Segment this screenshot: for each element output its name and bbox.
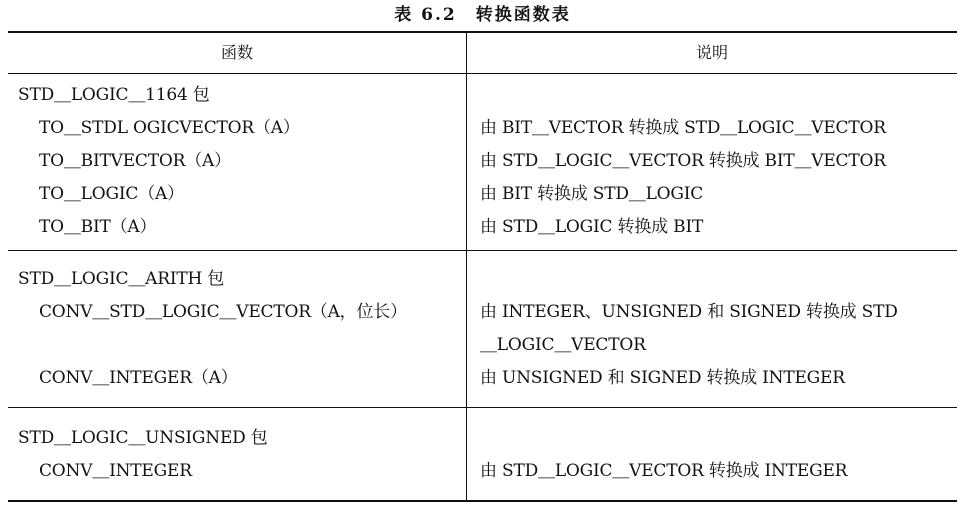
description-cell: 由 STD＿LOGIC＿VECTOR 转换成 BIT＿VECTOR bbox=[480, 151, 886, 171]
header-rule bbox=[8, 73, 957, 74]
description-cell-continuation: ＿LOGIC＿VECTOR bbox=[480, 335, 646, 355]
package-name: STD＿LOGIC＿UNSIGNED 包 bbox=[18, 428, 268, 448]
column-header-function: 函数 bbox=[220, 43, 253, 62]
package-name: STD＿LOGIC＿ARITH 包 bbox=[18, 269, 225, 289]
function-cell: CONV＿STD＿LOGIC＿VECTOR（A，位长） bbox=[39, 302, 407, 322]
table-title: 表 6.2 转换函数表 bbox=[394, 5, 571, 25]
package-name: STD＿LOGIC＿1164 包 bbox=[18, 85, 210, 105]
description-cell: 由 STD＿LOGIC 转换成 BIT bbox=[480, 217, 704, 237]
function-cell: CONV＿INTEGER bbox=[39, 461, 192, 481]
description-cell: 由 STD＿LOGIC＿VECTOR 转换成 INTEGER bbox=[480, 461, 848, 481]
description-cell: 由 UNSIGNED 和 SIGNED 转换成 INTEGER bbox=[480, 368, 845, 388]
function-cell: TO＿BIT（A） bbox=[39, 217, 157, 237]
description-cell: 由 BIT 转换成 STD＿LOGIC bbox=[480, 184, 704, 204]
function-cell: TO＿STDL OGICVECTOR（A） bbox=[39, 118, 300, 138]
column-divider bbox=[466, 31, 467, 502]
column-header-description: 说明 bbox=[695, 43, 728, 62]
group-divider-1 bbox=[8, 250, 957, 251]
group-divider-2 bbox=[8, 407, 957, 408]
function-cell: TO＿BITVECTOR（A） bbox=[39, 151, 231, 171]
function-cell: TO＿LOGIC（A） bbox=[39, 184, 184, 204]
description-cell: 由 INTEGER、UNSIGNED 和 SIGNED 转换成 STD bbox=[480, 302, 898, 322]
description-cell: 由 BIT＿VECTOR 转换成 STD＿LOGIC＿VECTOR bbox=[480, 118, 886, 138]
conversion-function-table bbox=[8, 31, 957, 502]
table-bottom-rule bbox=[8, 500, 957, 502]
function-cell: CONV＿INTEGER（A） bbox=[39, 368, 238, 388]
